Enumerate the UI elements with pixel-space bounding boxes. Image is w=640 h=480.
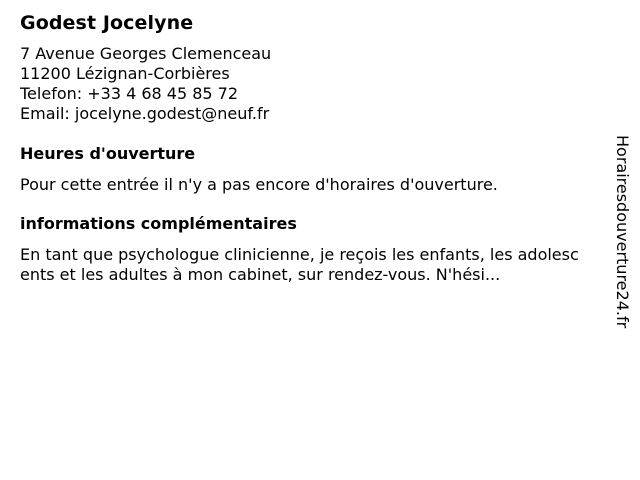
- address-block: [20, 44, 595, 124]
- email-address[interactable]: Email: jocelyne.godest@neuf.fr: [20, 104, 270, 123]
- opening-hours-text: Pour cette entrée il n'y a pas encore d'horaires d'ouverture.: [20, 175, 498, 194]
- additional-info-text: En tant que psychologue clinicienne, je reçois les enfants, les adolescents et les adultes à mon cabinet, sur rendez-vous. N'hési...: [20, 245, 579, 284]
- site-brand-vertical: Horairesdouverture24.fr: [613, 135, 632, 329]
- postal-city: 11200 Lézignan-Corbières: [20, 64, 230, 83]
- additional-info-heading: informations complémentaires: [20, 214, 297, 233]
- opening-hours-heading: Heures d'ouverture: [20, 144, 196, 163]
- street-address: 7 Avenue Georges Clemenceau: [20, 44, 272, 63]
- listing-content: [20, 10, 595, 285]
- phone-number[interactable]: Telefon: +33 4 68 45 85 72: [20, 84, 239, 103]
- business-name: Godest Jocelyne: [20, 12, 194, 34]
